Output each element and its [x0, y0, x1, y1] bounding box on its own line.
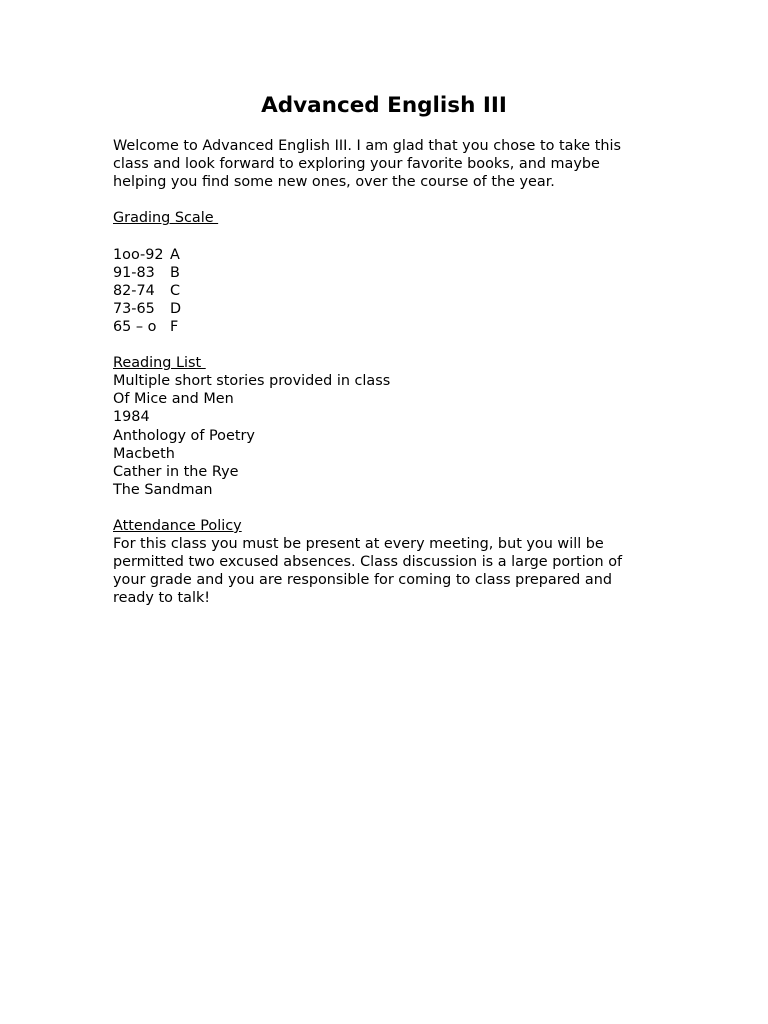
reading-list-item: Cather in the Rye	[113, 463, 239, 480]
page-title: Advanced English III	[261, 93, 507, 118]
document-body	[113, 137, 673, 607]
grading-row	[113, 264, 673, 282]
attendance-line: ready to talk!	[113, 590, 211, 607]
grade-letter: F	[170, 318, 179, 335]
reading-list-item: The Sandman	[113, 481, 213, 498]
grading-row	[113, 246, 673, 264]
attendance-line: For this class you must be present at every meeting, but you will be	[113, 536, 604, 553]
spacer	[113, 227, 673, 245]
grading-row	[113, 300, 673, 318]
intro-paragraph	[113, 137, 673, 191]
attendance-line: permitted two excused absences. Class discussion is a large portion of	[113, 554, 623, 571]
reading-list-item: Multiple short stories provided in class	[113, 373, 391, 390]
intro-line: Welcome to Advanced English III. I am glad that you chose to take this	[113, 138, 621, 154]
grading-row	[113, 282, 673, 300]
grade-letter: B	[170, 264, 180, 281]
reading-list	[113, 372, 673, 499]
reading-list-item: 1984	[113, 409, 150, 426]
spacer	[113, 191, 673, 209]
spacer	[113, 499, 673, 517]
grading-scale-table	[113, 246, 673, 336]
grade-range: 91-83	[113, 264, 155, 281]
grade-letter: C	[170, 282, 181, 299]
reading-list-heading: Reading List	[113, 355, 206, 372]
reading-list-item: Anthology of Poetry	[113, 427, 255, 444]
intro-line: helping you find some new ones, over the course of the year.	[113, 174, 555, 191]
reading-list-item: Of Mice and Men	[113, 391, 234, 408]
grade-range: 65 – o	[113, 318, 157, 335]
attendance-policy-heading: Attendance Policy	[113, 517, 242, 534]
grade-letter: D	[170, 300, 182, 317]
grade-range: 82-74	[113, 282, 155, 299]
grade-range: 1oo-92	[113, 246, 164, 263]
spacer	[113, 336, 673, 354]
grade-range: 73-65	[113, 300, 155, 317]
grading-scale-heading: Grading Scale	[113, 210, 219, 227]
grade-letter: A	[170, 246, 180, 263]
reading-list-item: Macbeth	[113, 445, 175, 462]
grading-row	[113, 318, 673, 336]
intro-line: class and look forward to exploring your favorite books, and maybe	[113, 156, 600, 173]
attendance-line: your grade and you are responsible for coming to class prepared and	[113, 572, 612, 589]
attendance-policy-paragraph	[113, 535, 673, 607]
